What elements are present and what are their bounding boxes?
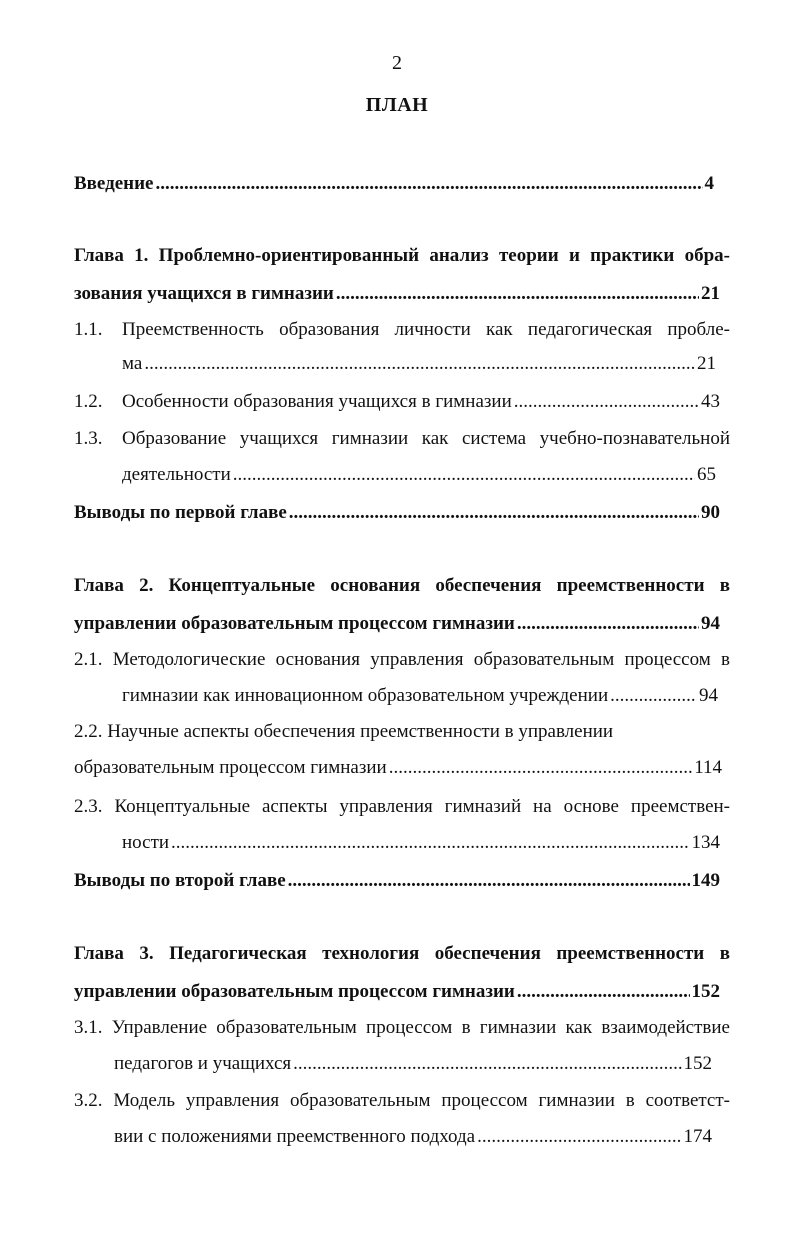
chapter2-heading-line2 xyxy=(74,612,720,636)
toc-item-3-1: 3.1. Управление образовательным процессом в гимназии как взаимодействие xyxy=(74,1017,730,1038)
toc-item-page: 21 xyxy=(697,353,716,374)
toc-item-1-1 xyxy=(74,318,730,342)
conclusion-label: Выводы по второй главе xyxy=(74,870,286,891)
toc-item-text-cont: образовательным процессом гимназии xyxy=(74,757,387,778)
toc-item-page: 134 xyxy=(691,832,720,853)
toc-item-text-cont: деятельности xyxy=(122,464,231,485)
toc-intro-label: Введение xyxy=(74,173,154,194)
toc-item-number: 1.3. xyxy=(74,428,103,449)
toc-item-page: 94 xyxy=(699,685,718,706)
chapter3-heading-text: управлении образовательным процессом гимназии xyxy=(74,981,515,1002)
toc-item-2-2-cont xyxy=(74,756,722,780)
toc-item-2-3: 2.3. Концептуальные аспекты управления гимназий на основе преемствен- xyxy=(74,796,730,817)
toc-item-text-cont: педагогов и учащихся xyxy=(114,1053,292,1074)
chapter3-page: 152 xyxy=(691,981,720,1002)
chapter2-page: 94 xyxy=(701,613,720,634)
toc-item-3-2: 3.2. Модель управления образовательным процессом гимназии в соответст- xyxy=(74,1090,730,1111)
toc-intro-page: 4 xyxy=(704,173,714,194)
toc-item-3-2-cont xyxy=(114,1125,712,1149)
chapter2-conclusion xyxy=(74,869,720,893)
chapter3-heading-line2 xyxy=(74,980,720,1004)
chapter1-heading-text: зования учащихся в гимназии xyxy=(74,283,334,304)
conclusion-label: Выводы по первой главе xyxy=(74,502,287,523)
toc-item-2-1-cont xyxy=(122,684,718,708)
toc-item-text-cont: гимназии как инновационном образовательном учреждении xyxy=(122,685,609,706)
toc-item-text: Образование учащихся гимназии как система учебно-познавательной xyxy=(122,428,730,449)
toc-item-text: Особенности образования учащихся в гимназии xyxy=(122,391,512,412)
page-title: ПЛАН xyxy=(365,94,429,116)
toc-item-page: 43 xyxy=(701,391,720,412)
toc-item-text-cont: вии с положениями преемственного подхода xyxy=(114,1126,476,1147)
toc-item-text: Преемственность образования личности как педагогическая пробле- xyxy=(122,319,730,340)
toc-item-2-3-cont xyxy=(122,831,720,855)
toc-item-1-3-cont xyxy=(122,463,716,487)
toc-item-text-cont: ности xyxy=(122,832,170,853)
conclusion-page: 149 xyxy=(691,870,720,891)
toc-intro xyxy=(74,172,714,196)
toc-item-text-cont: ма xyxy=(122,353,143,374)
toc-item-2-1: 2.1. Методологические основания управления образовательным процессом в xyxy=(74,649,730,670)
toc-item-page: 174 xyxy=(683,1126,712,1147)
toc-item-1-1-cont xyxy=(122,352,716,376)
toc-item-1-3 xyxy=(74,427,730,451)
chapter2-heading-line1: Глава 2. Концептуальные основания обеспечения преемственности в xyxy=(74,575,730,596)
toc-item-1-2 xyxy=(74,390,720,414)
chapter1-page: 21 xyxy=(701,283,720,304)
chapter2-heading-text: управлении образовательным процессом гимназии xyxy=(74,613,515,634)
chapter1-heading-line1: Глава 1. Проблемно-ориентированный анализ теории и практики обра- xyxy=(74,245,730,266)
toc-item-number: 1.1. xyxy=(74,319,103,340)
toc-item-3-1-cont xyxy=(114,1052,712,1076)
toc-item-number: 1.2. xyxy=(74,391,103,412)
chapter3-heading-line1: Глава 3. Педагогическая технология обеспечения преемственности в xyxy=(74,943,730,964)
chapter1-heading-line2 xyxy=(74,282,720,306)
chapter1-conclusion xyxy=(74,501,720,525)
toc-item-2-2: 2.2. Научные аспекты обеспечения преемственности в управлении xyxy=(74,721,614,742)
page-number: 2 xyxy=(392,52,402,74)
toc-item-page: 152 xyxy=(683,1053,712,1074)
toc-item-page: 65 xyxy=(697,464,716,485)
conclusion-page: 90 xyxy=(701,502,720,523)
toc-item-page: 114 xyxy=(694,757,722,778)
